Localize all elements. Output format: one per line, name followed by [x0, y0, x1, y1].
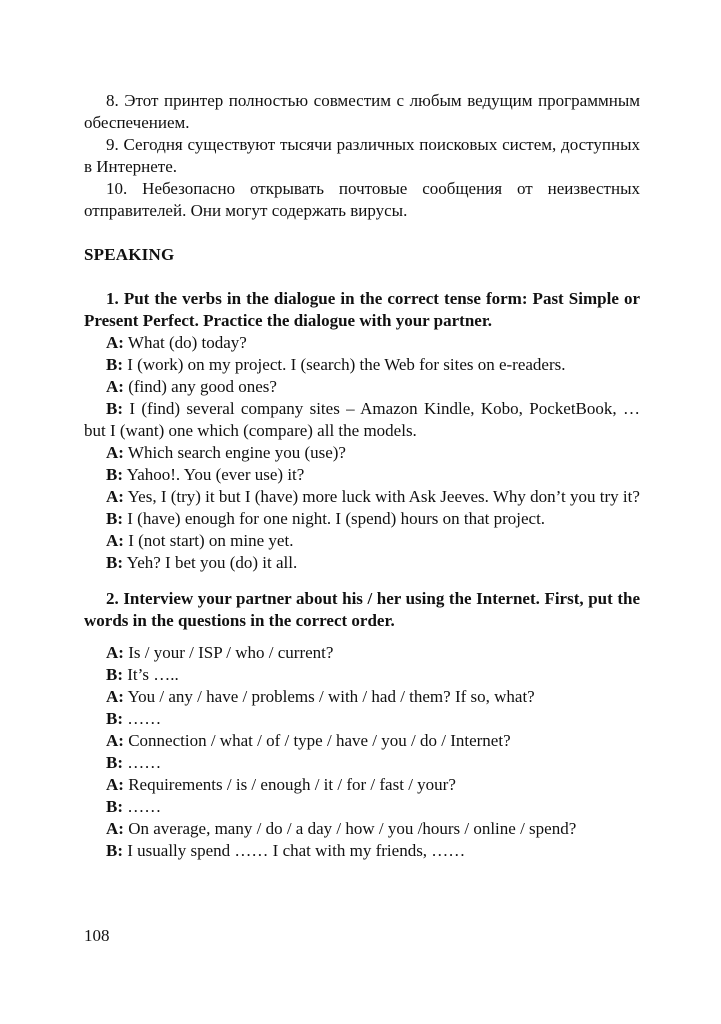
dialogue-line [84, 730, 640, 752]
dialogue-line [84, 332, 640, 354]
line-text: …… [127, 753, 162, 772]
page-number: 108 [84, 926, 110, 945]
speaker-label: B: [106, 753, 123, 772]
page-content [84, 90, 640, 862]
line-text: Yahoo!. You (ever use) it? [126, 465, 305, 484]
translation-item: 10. Небезопасно открывать почтовые сообщения от неизвестных отправителей. Они могут содержать вирусы. [84, 179, 640, 220]
line-text: Requirements / is / enough / it / for / fast / your? [128, 775, 456, 794]
dialogue-line [84, 354, 640, 376]
dialogue [84, 642, 640, 862]
dialogue-line [84, 398, 640, 442]
line-text: …… [127, 797, 162, 816]
line-text: Which search engine you (use)? [127, 443, 346, 462]
dialogue-line [84, 708, 640, 730]
dialogue-line [84, 442, 640, 464]
dialogue-line [84, 818, 640, 840]
line-text: I (find) several company sites – Amazon Kindle, Kobo, PocketBook, … but I (want) one which (compare) all the models. [84, 399, 640, 440]
speaker-label: B: [106, 355, 123, 374]
line-text: What (do) today? [127, 333, 247, 352]
line-text: It’s ….. [127, 665, 179, 684]
speaker-label: A: [106, 643, 124, 662]
speaker-label: B: [106, 465, 123, 484]
line-text: I usually spend …… I chat with my friends, …… [127, 841, 466, 860]
dialogue-line [84, 840, 640, 862]
section-title: SPEAKING [84, 245, 175, 264]
speaker-label: B: [106, 709, 123, 728]
dialogue [84, 332, 640, 574]
line-text: I (not start) on mine yet. [128, 531, 294, 550]
speaker-label: B: [106, 399, 123, 418]
speaker-label: A: [106, 687, 124, 706]
speaker-label: B: [106, 509, 123, 528]
dialogue-line [84, 486, 640, 508]
line-text: …… [127, 709, 162, 728]
speaker-label: B: [106, 797, 123, 816]
line-text: I (have) enough for one night. I (spend) hours on that project. [127, 509, 546, 528]
speaker-label: B: [106, 665, 123, 684]
translation-item: 9. Сегодня существуют тысячи различных поисковых систем, доступных в Интернете. [84, 135, 640, 176]
speaker-label: A: [106, 819, 124, 838]
speaker-label: B: [106, 841, 123, 860]
speaker-label: A: [106, 333, 124, 352]
translation-exercise [84, 90, 640, 222]
speaker-label: A: [106, 531, 124, 550]
task-instruction: 1. Put the verbs in the dialogue in the correct tense form: Past Simple or Present Perfect. Practice the dialogue with your partner. [84, 289, 640, 330]
dialogue-line [84, 642, 640, 664]
dialogue-line [84, 552, 640, 574]
speaker-label: A: [106, 443, 124, 462]
line-text: On average, many / do / a day / how / you /hours / online / spend? [128, 819, 577, 838]
dialogue-line [84, 508, 640, 530]
task-2 [84, 588, 640, 862]
line-text: I (work) on my project. I (search) the Web for sites on e-readers. [127, 355, 566, 374]
translation-item: 8. Этот принтер полностью совместим с любым ведущим программным обеспечением. [84, 91, 640, 132]
line-text: Yes, I (try) it but I (have) more luck with Ask Jeeves. Why don’t you try it? [127, 487, 640, 506]
dialogue-line [84, 774, 640, 796]
line-text: Connection / what / of / type / have / you / do / Internet? [128, 731, 511, 750]
dialogue-line [84, 664, 640, 686]
dialogue-line [84, 530, 640, 552]
line-text: You / any / have / problems / with / had / them? If so, what? [127, 687, 535, 706]
speaker-label: A: [106, 731, 124, 750]
dialogue-line [84, 796, 640, 818]
dialogue-line [84, 686, 640, 708]
task-1 [84, 288, 640, 574]
dialogue-line [84, 376, 640, 398]
speaker-label: A: [106, 487, 124, 506]
line-text: Is / your / ISP / who / current? [128, 643, 334, 662]
task-instruction: 2. Interview your partner about his / her using the Internet. First, put the words in the questions in the correct order. [84, 589, 640, 630]
dialogue-line [84, 752, 640, 774]
line-text: Yeh? I bet you (do) it all. [126, 553, 298, 572]
speaker-label: B: [106, 553, 123, 572]
line-text: (find) any good ones? [128, 377, 277, 396]
speaker-label: A: [106, 775, 124, 794]
speaker-label: A: [106, 377, 124, 396]
dialogue-line [84, 464, 640, 486]
